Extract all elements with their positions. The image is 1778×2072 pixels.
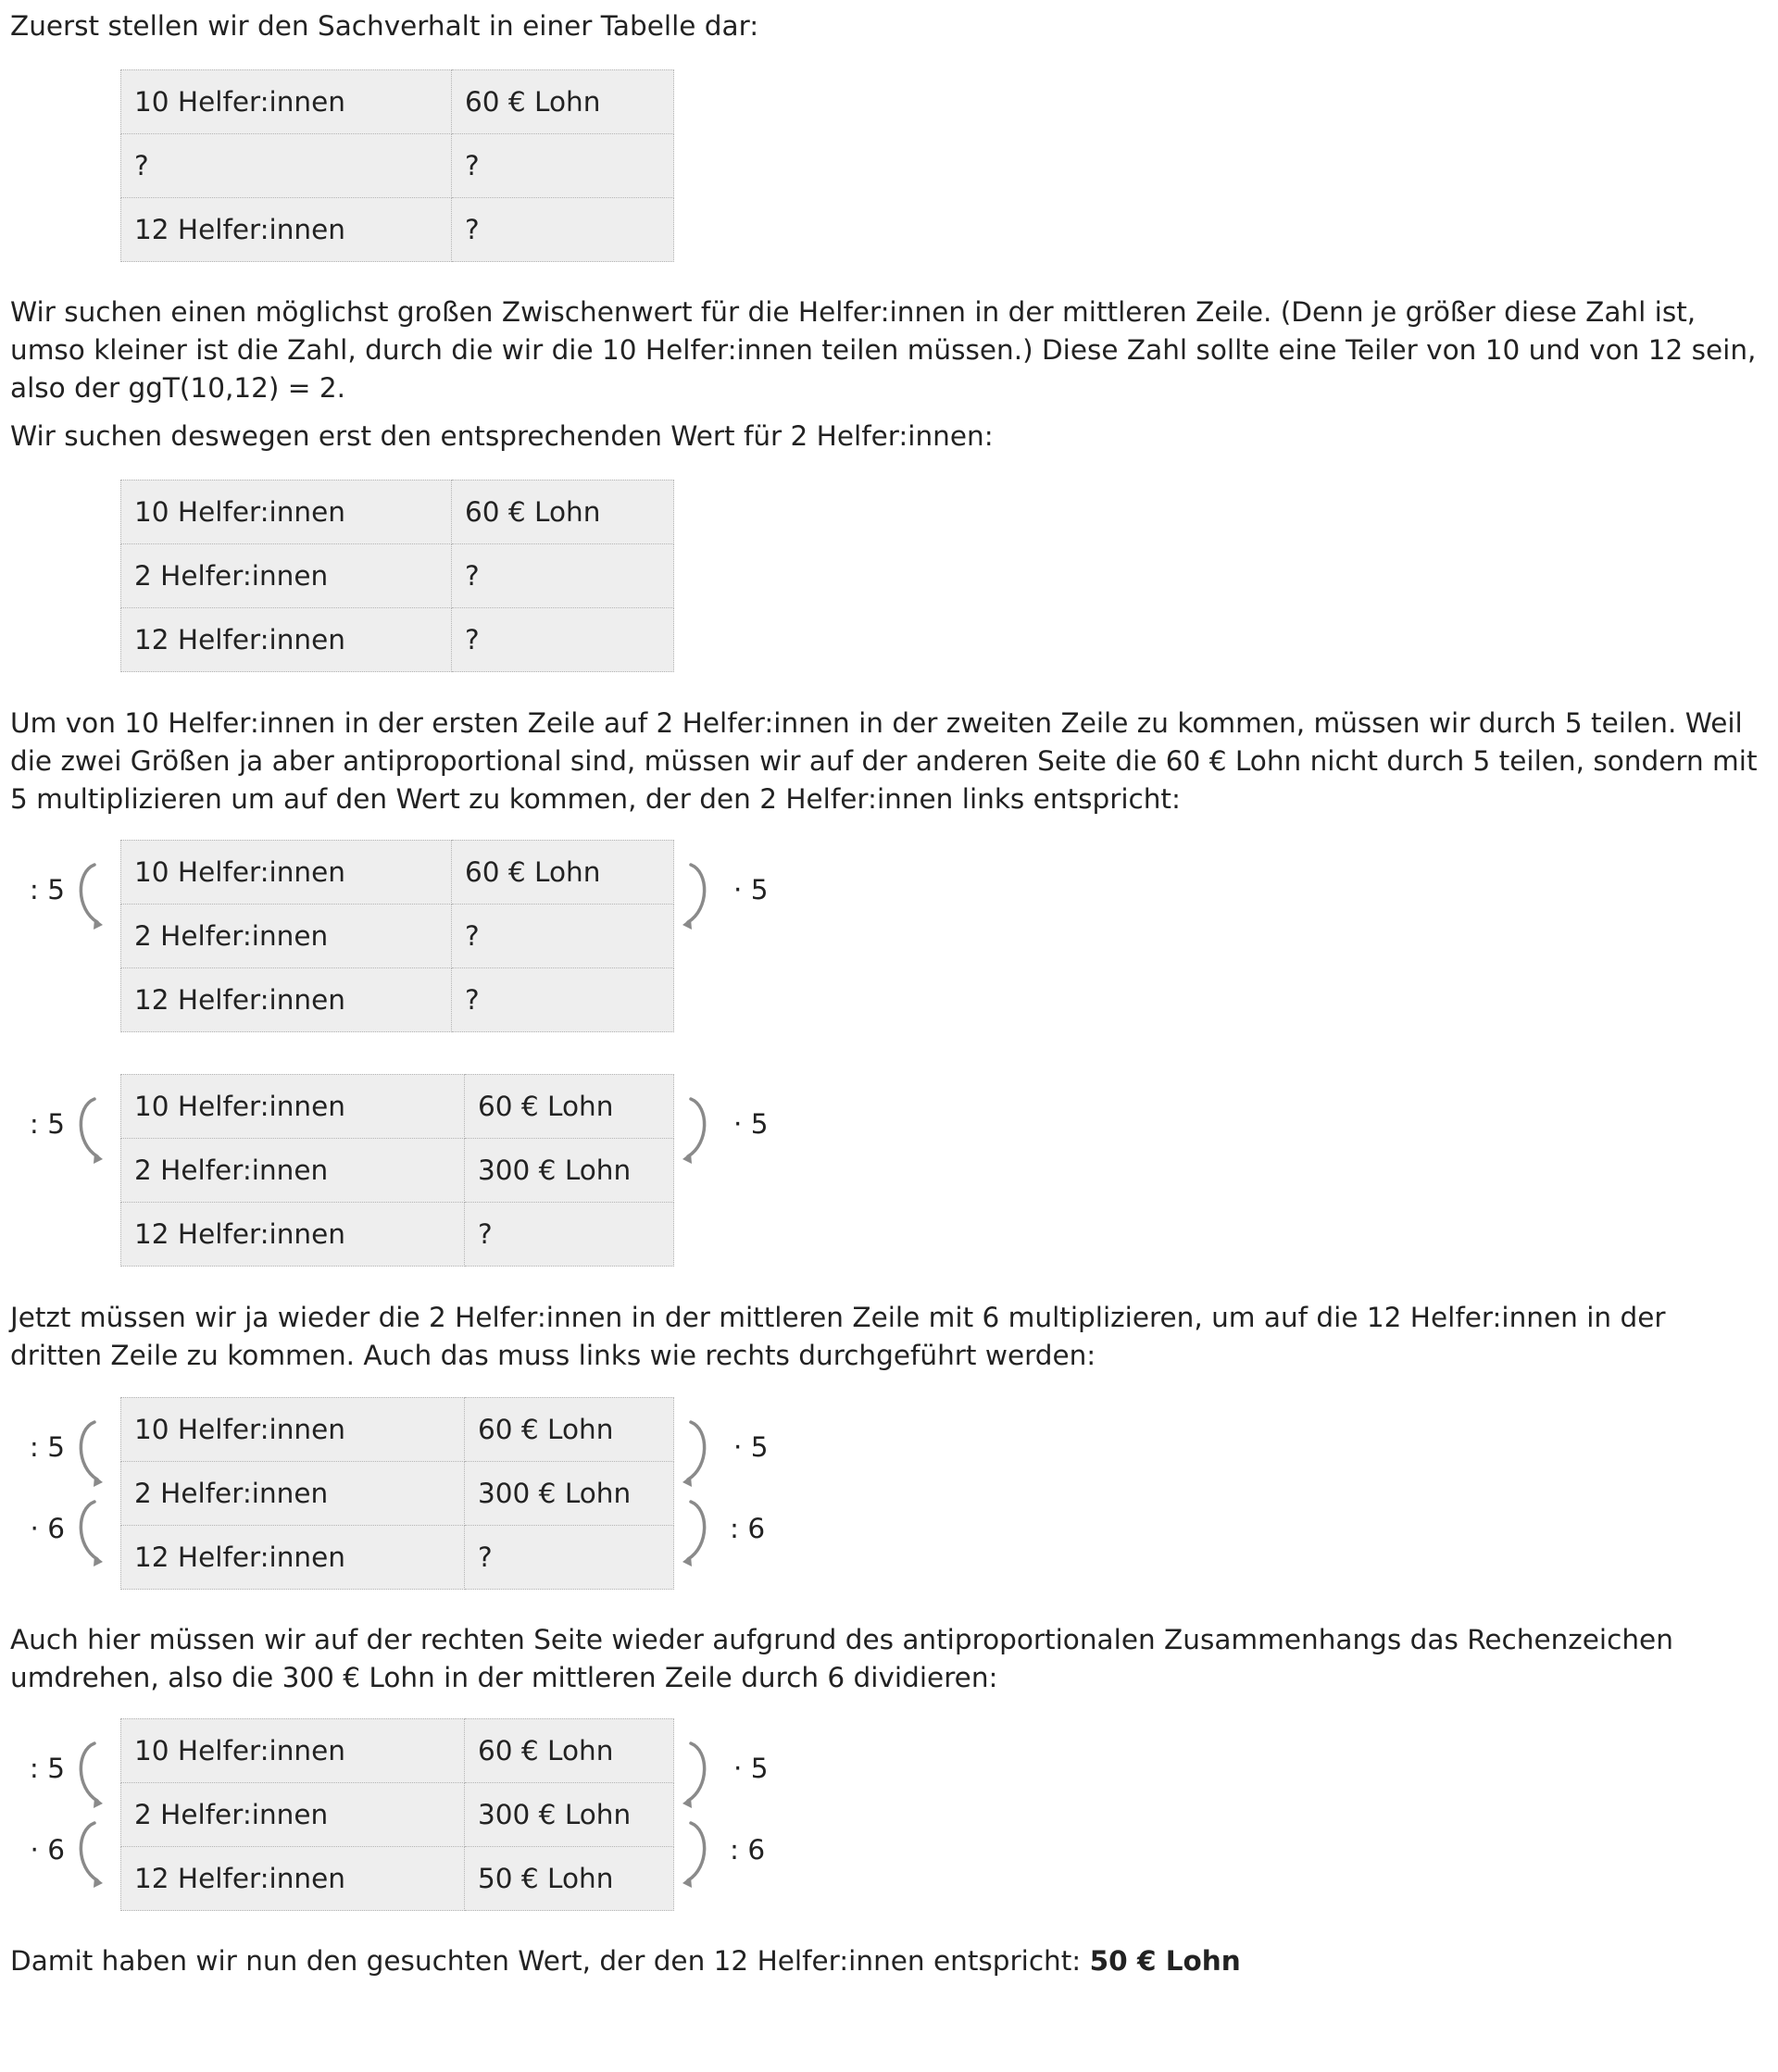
table-cell: 50 € Lohn [465, 1847, 674, 1911]
curved-arrow-right-icon [683, 1740, 720, 1814]
explanation-text: Wir suchen einen möglichst großen Zwischenwert für die Helfer:innen in der mittleren Zeile. (Denn je größer diese Zahl ist, umso kleiner ist die Zahl, durch die wir die 10 Helfer:innen teilen müssen.) Diese Zahl sollte eine Teiler von 10 und von 12 sein, also der ggT(10,12) = 2. [10, 296, 1757, 404]
table-cell: ? [452, 608, 674, 672]
value-table-3 [120, 840, 674, 1032]
table-row [121, 841, 674, 905]
table-row [121, 1526, 674, 1590]
value-table-1 [120, 69, 674, 262]
curved-arrow-right-icon [683, 861, 720, 935]
table-row [121, 70, 674, 134]
curved-arrow-left-icon [74, 1740, 111, 1814]
curved-arrow-left-icon [74, 1819, 111, 1893]
table-cell: 300 € Lohn [465, 1139, 674, 1203]
curved-arrow-right-icon [683, 1095, 720, 1169]
operator-left-multiply-6: · 6 [30, 1513, 65, 1544]
operator-right-divide-6: : 6 [730, 1513, 766, 1544]
table-row [121, 905, 674, 968]
table-row [121, 1075, 674, 1139]
value-table-5 [120, 1397, 674, 1590]
operator-right-divide-6: : 6 [730, 1834, 766, 1866]
table-cell: 10 Helfer:innen [121, 1398, 465, 1462]
table-cell: 2 Helfer:innen [121, 1462, 465, 1526]
operator-left-multiply-6: · 6 [30, 1834, 65, 1866]
conclusion-text [10, 1942, 1760, 1980]
table-cell: 10 Helfer:innen [121, 841, 452, 905]
table-row [121, 968, 674, 1032]
table-cell: ? [452, 198, 674, 262]
table-cell: 10 Helfer:innen [121, 1719, 465, 1783]
table-cell: 10 Helfer:innen [121, 481, 452, 544]
table-cell: 12 Helfer:innen [121, 968, 452, 1032]
table-cell: 12 Helfer:innen [121, 608, 452, 672]
conclusion-label: Damit haben wir nun den gesuchten Wert, der den 12 Helfer:innen entspricht: [10, 1945, 1090, 1977]
table-cell: ? [452, 905, 674, 968]
curved-arrow-left-icon [74, 861, 111, 935]
value-table-2 [120, 480, 674, 672]
table-cell: 60 € Lohn [465, 1075, 674, 1139]
table-cell: ? [452, 134, 674, 198]
table-row [121, 544, 674, 608]
table-cell: 60 € Lohn [465, 1719, 674, 1783]
curved-arrow-right-icon [683, 1819, 720, 1893]
operator-left-divide-5: : 5 [29, 1431, 65, 1463]
table-cell: ? [452, 968, 674, 1032]
table-cell: ? [121, 134, 452, 198]
table-cell: ? [452, 544, 674, 608]
table-row [121, 1398, 674, 1462]
table-cell: 60 € Lohn [452, 481, 674, 544]
table-cell: ? [465, 1203, 674, 1267]
table-cell: 2 Helfer:innen [121, 905, 452, 968]
curved-arrow-right-icon [683, 1418, 720, 1492]
curved-arrow-left-icon [74, 1418, 111, 1492]
table-row [121, 134, 674, 198]
operator-right-multiply-5: · 5 [733, 874, 769, 905]
table-cell: 10 Helfer:innen [121, 70, 452, 134]
table-row [121, 1847, 674, 1911]
curved-arrow-left-icon [74, 1498, 111, 1572]
explanation-text: Um von 10 Helfer:innen in der ersten Zeile auf 2 Helfer:innen in der zweiten Zeile zu kommen, müssen wir durch 5 teilen. Weil die zwei Größen ja aber antiproportional sind, müssen wir auf der anderen Seite die 60 € Lohn nicht durch 5 teilen, sondern mit 5 multiplizieren um auf den Wert zu kommen, der den 2 Helfer:innen links entspricht: [10, 707, 1758, 815]
explanation-text: Wir suchen deswegen erst den entsprechenden Wert für 2 Helfer:innen: [10, 420, 994, 452]
operator-right-multiply-5: · 5 [733, 1753, 769, 1784]
table-cell: 12 Helfer:innen [121, 198, 452, 262]
intro-text: Zuerst stellen wir den Sachverhalt in einer Tabelle dar: [10, 10, 759, 42]
table-cell: 300 € Lohn [465, 1783, 674, 1847]
operator-right-multiply-5: · 5 [733, 1431, 769, 1463]
operator-left-divide-5: : 5 [29, 874, 65, 905]
table-row [121, 1719, 674, 1783]
operator-left-divide-5: : 5 [29, 1753, 65, 1784]
value-table-4 [120, 1074, 674, 1267]
table-row [121, 1783, 674, 1847]
table-cell: ? [465, 1526, 674, 1590]
table-cell: 60 € Lohn [465, 1398, 674, 1462]
value-table-6 [120, 1718, 674, 1911]
explanation-text: Auch hier müssen wir auf der rechten Seite wieder aufgrund des antiproportionalen Zusammenhangs das Rechenzeichen umdrehen, also die 300 € Lohn in der mittleren Zeile durch 6 dividieren: [10, 1624, 1673, 1693]
table-row [121, 1203, 674, 1267]
table-row [121, 608, 674, 672]
table-cell: 12 Helfer:innen [121, 1203, 465, 1267]
table-cell: 60 € Lohn [452, 841, 674, 905]
result-value: 50 € Lohn [1089, 1945, 1241, 1977]
table-row [121, 1462, 674, 1526]
operator-right-multiply-5: · 5 [733, 1108, 769, 1140]
table-cell: 2 Helfer:innen [121, 544, 452, 608]
table-cell: 2 Helfer:innen [121, 1783, 465, 1847]
curved-arrow-left-icon [74, 1095, 111, 1169]
operator-left-divide-5: : 5 [29, 1108, 65, 1140]
table-cell: 300 € Lohn [465, 1462, 674, 1526]
explanation-text: Jetzt müssen wir ja wieder die 2 Helfer:innen in der mittleren Zeile mit 6 multiplizieren, um auf die 12 Helfer:innen in der dritten Zeile zu kommen. Auch das muss links wie rechts durchgeführt werden: [10, 1302, 1666, 1371]
table-row [121, 481, 674, 544]
curved-arrow-right-icon [683, 1498, 720, 1572]
table-row [121, 198, 674, 262]
table-cell: 12 Helfer:innen [121, 1847, 465, 1911]
table-row [121, 1139, 674, 1203]
table-cell: 60 € Lohn [452, 70, 674, 134]
table-cell: 12 Helfer:innen [121, 1526, 465, 1590]
table-cell: 2 Helfer:innen [121, 1139, 465, 1203]
table-cell: 10 Helfer:innen [121, 1075, 465, 1139]
